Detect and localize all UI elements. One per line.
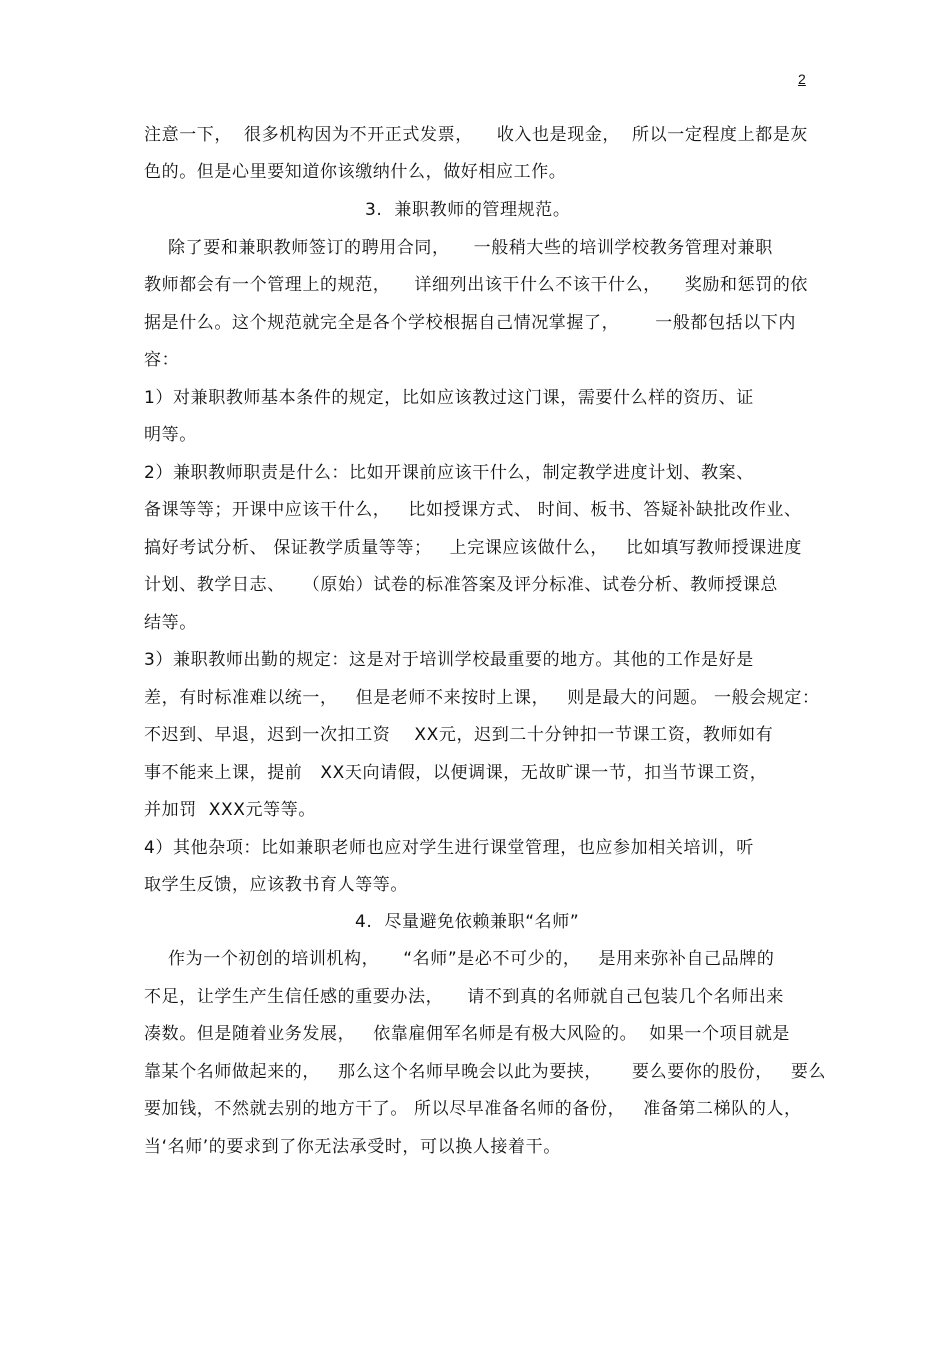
text-line: 2）兼职教师职责是什么：比如开课前应该干什么，制定教学进度计划、教案、 — [144, 463, 754, 483]
text-line: 除了要和兼职教师签订的聘用合同， 一般稍大些的培训学校教务管理对兼职 — [144, 238, 773, 258]
text-line: 色的。但是心里要知道你该缴纳什么，做好相应工作。 — [144, 162, 567, 182]
text-line: 4）其他杂项：比如兼职老师也应对学生进行课堂管理，也应参加相关培训，听 — [144, 838, 754, 858]
text-line: 注意一下， 很多机构因为不开正式发票， 收入也是现金， 所以一定程度上都是灰 — [144, 125, 809, 145]
text-line: 明等。 — [144, 425, 197, 445]
text-line: 搞好考试分析、 保证教学质量等等； 上完课应该做什么， 比如填写教师授课进度 — [144, 538, 803, 558]
text-line: 差，有时标准难以统一， 但是老师不来按时上课， 则是最大的问题。 一般会规定： — [144, 688, 820, 708]
text-line: 3）兼职教师出勤的规定：这是对于培训学校最重要的地方。其他的工作是好是 — [144, 650, 754, 670]
text-line: 事不能来上课，提前 XX天向请假，以便调课，无故旷课一节，扣当节课工资， — [144, 763, 768, 783]
text-line: 不足，让学生产生信任感的重要办法， 请不到真的名师就自己包装几个名师出来 — [144, 987, 785, 1007]
text-line: 结等。 — [144, 613, 197, 633]
text-line: 并加罚 XXX元等等。 — [144, 800, 316, 820]
text-line: 1）对兼职教师基本条件的规定，比如应该教过这门课，需要什么样的资历、证 — [144, 388, 754, 408]
text-line: 靠某个名师做起来的， 那么这个名师早晚会以此为要挟， 要么要你的股份， 要么 — [144, 1062, 827, 1082]
text-line: 据是什么。这个规范就完全是各个学校根据自己情况掌握了， 一般都包括以下内 — [144, 313, 797, 333]
text-line: 计划、教学日志、 （原始）试卷的标准答案及评分标准、试卷分析、教师授课总 — [144, 575, 779, 595]
text-line: 备课等等；开课中应该干什么， 比如授课方式、 时间、板书、答疑补缺批改作业、 — [144, 500, 802, 520]
text-line: 作为一个初创的培训机构， “名师”是必不可少的， 是用来弥补自己品牌的 — [144, 949, 775, 969]
text-line: 当‘名师’的要求到了你无法承受时，可以换人接着干。 — [144, 1137, 561, 1157]
text-line: 取学生反馈，应该教书育人等等。 — [144, 875, 408, 895]
page-number: 2 — [798, 71, 806, 87]
section-heading: 4. 尽量避免依赖兼职“名师” — [355, 912, 580, 932]
text-line: 不迟到、早退，迟到一次扣工资 XX元，迟到二十分钟扣一节课工资，教师如有 — [144, 725, 774, 745]
text-line: 容： — [144, 350, 180, 370]
text-line: 凑数。但是随着业务发展， 依靠雇佣军名师是有极大风险的。 如果一个项目就是 — [144, 1024, 791, 1044]
text-line: 教师都会有一个管理上的规范， 详细列出该干什么不该干什么， 奖励和惩罚的依 — [144, 275, 809, 295]
section-heading: 3. 兼职教师的管理规范。 — [365, 200, 571, 220]
text-line: 要加钱，不然就去别的地方干了。 所以尽早准备名师的备份， 准备第二梯队的人， — [144, 1099, 802, 1119]
